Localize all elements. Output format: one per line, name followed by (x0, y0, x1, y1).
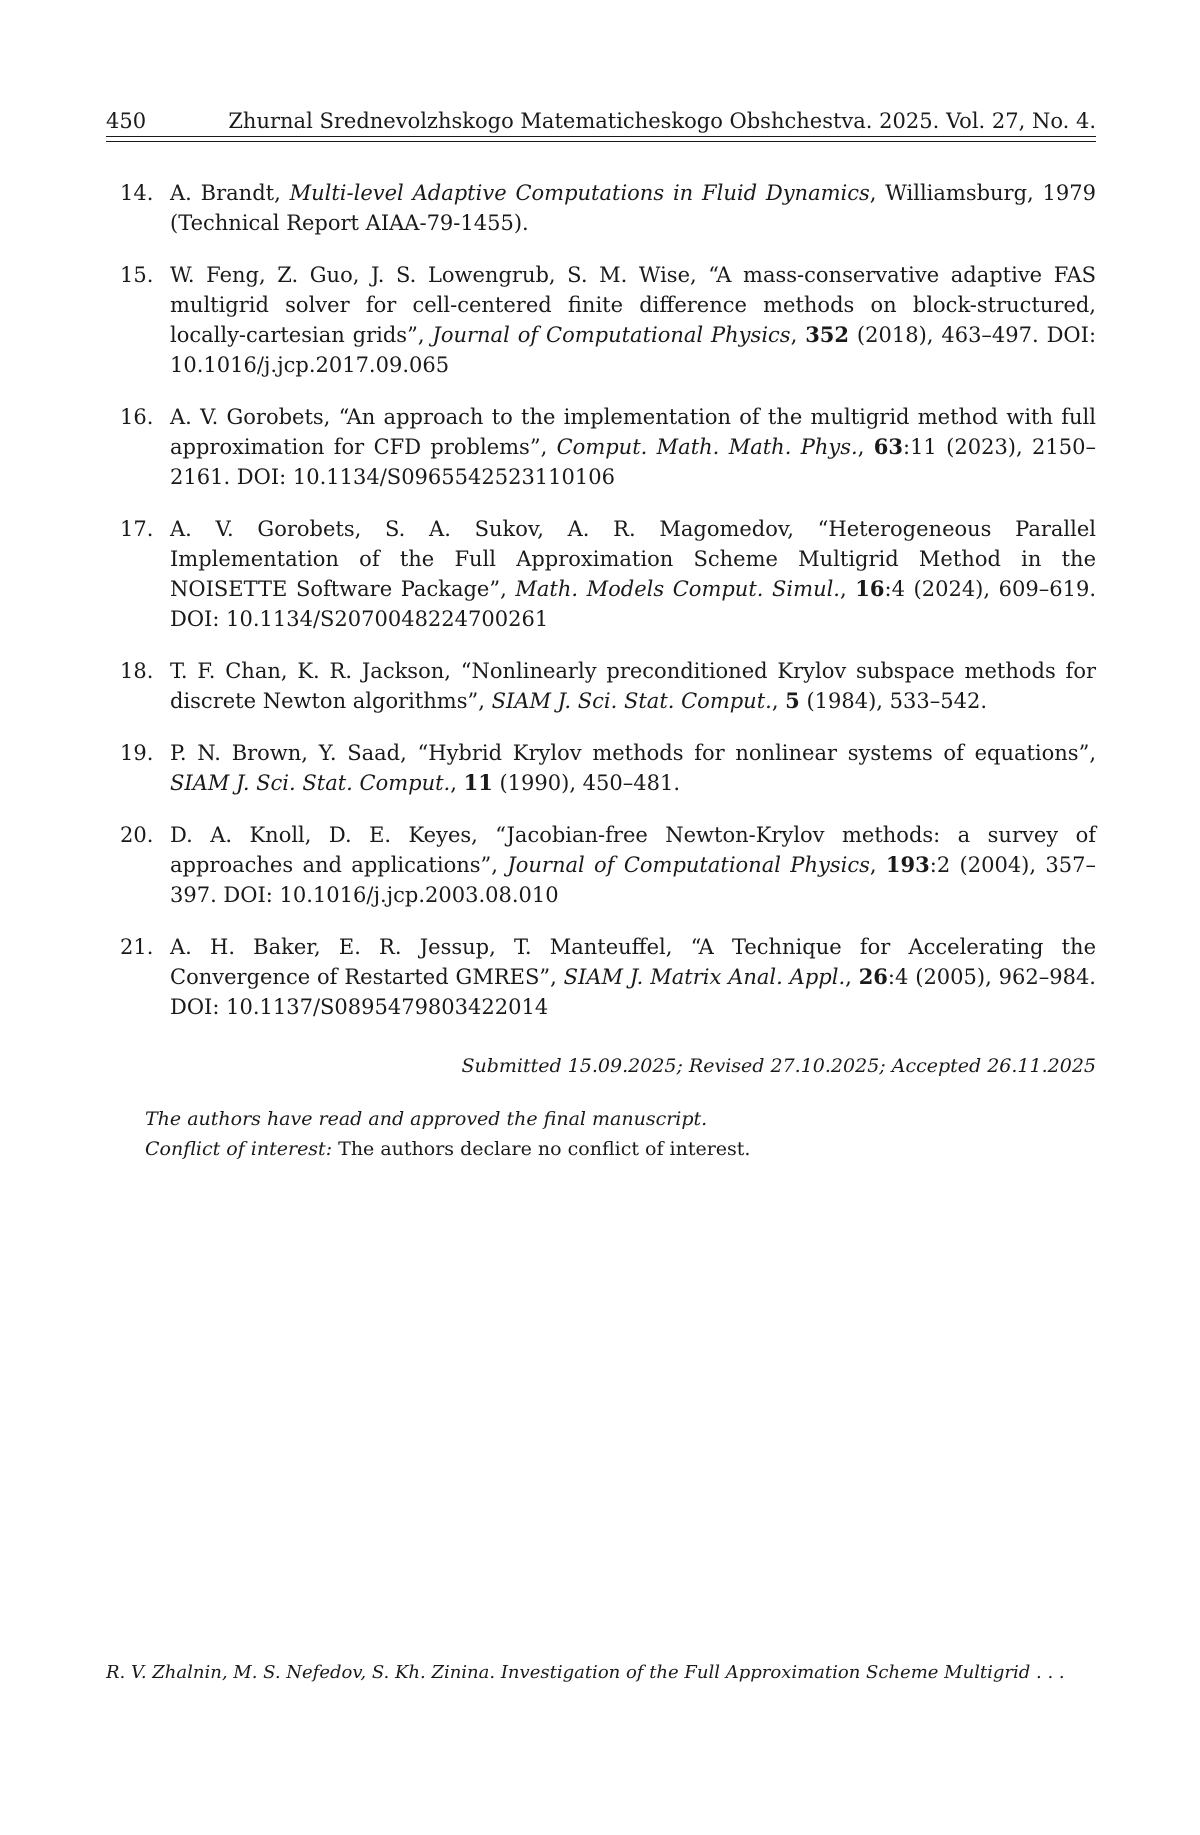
header-rule (106, 136, 1096, 137)
reference-item (106, 178, 1096, 238)
reference-volume: 11 (463, 770, 493, 795)
reference-fragment: , Williamsburg, 1979 (Technical Report AIAA-79-1455). (170, 181, 1097, 235)
conflict-of-interest (145, 1136, 750, 1162)
reference-item (106, 514, 1096, 634)
reference-source: Comput. Math. Math. Phys. (556, 435, 858, 459)
reference-fragment: P. N. Brown, Y. Saad, “Hybrid Krylov methods for nonlinear systems of equations”, (170, 741, 1096, 765)
reference-source: Math. Models Comput. Simul. (515, 577, 840, 601)
reference-text (170, 932, 1096, 1022)
reference-source: SIAM J. Sci. Stat. Comput. (170, 771, 451, 795)
running-head (106, 108, 1096, 138)
reference-fragment: , (450, 771, 464, 795)
reference-fragment: , (771, 689, 786, 713)
reference-source: Journal of Computational Physics (432, 323, 791, 347)
journal-title: Zhurnal Srednevolzhskogo Matematicheskogo Obshchestva. 2025. Vol. 27, No. 4. (228, 109, 1096, 133)
reference-fragment: D. A. Knoll, D. E. Keyes, “Jacobian-free Newton-Krylov methods: a survey of approaches and applications”, (170, 823, 1096, 877)
reference-number: 14. (120, 181, 154, 205)
reference-volume: 63 (873, 434, 903, 459)
reference-fragment: , (869, 853, 886, 877)
conflict-text: The authors declare no conflict of interest. (332, 1138, 751, 1160)
reference-source: Multi-level Adaptive Computations in Fluid Dynamics (289, 181, 870, 205)
reference-fragment: A. V. Gorobets, “An approach to the implementation of the multigrid method with full approximation for CFD problems”, (170, 405, 1096, 459)
reference-fragment: A. Brandt, (170, 181, 290, 205)
reference-item (106, 402, 1096, 492)
reference-volume: 5 (785, 688, 800, 713)
reference-text (170, 514, 1096, 634)
submission-dates: Submitted 15.09.2025; Revised 27.10.2025; Accepted 26.11.2025 (461, 1055, 1096, 1077)
reference-source: Journal of Computational Physics (507, 853, 870, 877)
reference-item (106, 820, 1096, 910)
reference-volume: 352 (805, 322, 850, 347)
header-rule-double (106, 141, 1096, 142)
reference-item (106, 932, 1096, 1022)
reference-number: 15. (120, 263, 154, 287)
reference-fragment: T. F. Chan, K. R. Jackson, “Nonlinearly preconditioned Krylov subspace methods for discrete Newton algorithms”, (170, 659, 1096, 713)
reference-number: 19. (120, 741, 154, 765)
reference-text (170, 178, 1096, 238)
reference-source: SIAM J. Matrix Anal. Appl. (563, 965, 846, 989)
conflict-label: Conflict of interest: (145, 1138, 333, 1160)
reference-fragment: , (790, 323, 806, 347)
reference-number: 20. (120, 823, 154, 847)
reference-text (170, 656, 1096, 716)
reference-fragment: :4 (2005), 962–984. DOI: 10.1137/S0895479803422014 (170, 965, 1096, 1019)
reference-fragment: A. H. Baker, E. R. Jessup, T. Manteuffel, “A Technique for Accelerating the Convergence of Restarted GMRES”, (170, 935, 1096, 989)
reference-fragment: , (845, 965, 859, 989)
reference-text (170, 260, 1096, 380)
reference-fragment: , (857, 435, 874, 459)
page-number: 450 (106, 109, 147, 133)
reference-item (106, 738, 1096, 798)
reference-volume: 26 (858, 964, 888, 989)
reference-source: SIAM J. Sci. Stat. Comput. (491, 689, 772, 713)
reference-fragment: :11 (2023), 2150–2161. DOI: 10.1134/S0965542523110106 (170, 435, 1096, 489)
reference-fragment: W. Feng, Z. Guo, J. S. Lowengrub, S. M. Wise, “A mass-conservative adaptive FAS multigrid solver for cell-centered finite difference methods on block-structured, locally-cartesian grids”, (170, 263, 1096, 347)
reference-number: 16. (120, 405, 154, 429)
reference-text (170, 402, 1096, 492)
reference-number: 17. (120, 517, 154, 541)
reference-text (170, 738, 1096, 798)
reference-number: 21. (120, 935, 154, 959)
reference-list (106, 178, 1096, 1044)
reference-fragment: :4 (2024), 609–619. DOI: 10.1134/S2070048224700261 (170, 577, 1096, 631)
reference-fragment: A. V. Gorobets, S. A. Sukov, A. R. Magomedov, “Heterogeneous Parallel Implementation of the Full Approximation Scheme Multigrid Method in the NOISETTE Software Package”, (170, 517, 1096, 601)
reference-fragment: (1984), 533–542. (799, 689, 987, 713)
reference-fragment: :2 (2004), 357–397. DOI: 10.1016/j.jcp.2003.08.010 (170, 853, 1096, 907)
reference-fragment: , (839, 577, 856, 601)
reference-fragment: (1990), 450–481. (492, 771, 681, 795)
running-footer: R. V. Zhalnin, M. S. Nefedov, S. Kh. Zinina. Investigation of the Full Approximation Scheme Multigrid . . . (106, 1662, 1065, 1683)
reference-number: 18. (120, 659, 154, 683)
approval-note: The authors have read and approved the final manuscript. (145, 1108, 708, 1130)
reference-item (106, 656, 1096, 716)
reference-text (170, 820, 1096, 910)
reference-volume: 16 (855, 576, 885, 601)
reference-volume: 193 (885, 852, 930, 877)
reference-fragment: (2018), 463–497. DOI: 10.1016/j.jcp.2017.09.065 (170, 323, 1097, 377)
reference-item (106, 260, 1096, 380)
